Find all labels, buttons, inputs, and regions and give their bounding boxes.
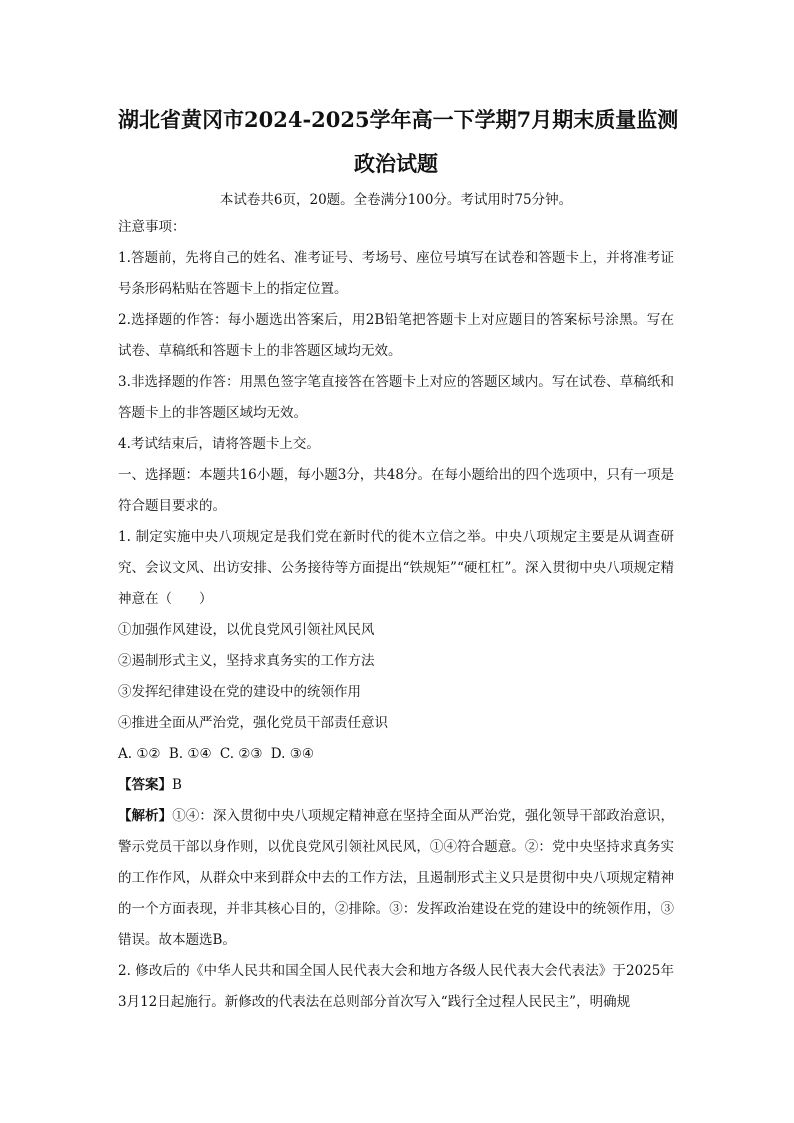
answer-label: 【答案】: [118, 777, 172, 793]
answer-value: B: [172, 777, 182, 793]
option-d: D. ③④: [270, 746, 314, 762]
option-a: A. ①②: [118, 746, 161, 762]
notice-item-3: 3.非选择题的作答：用黑色签字笔直接答在答题卡上对应的答题区域内。写在试卷、草稿纸和答题卡上的非答题区域均无效。: [118, 374, 674, 421]
question-1-answer: [118, 770, 674, 801]
question-1-statement-3: ③发挥纪律建设在党的建设中的统领作用: [118, 684, 361, 700]
question-1-statement-4: ④推进全面从严治党，强化党员干部责任意识: [118, 715, 388, 731]
question-1-stem: 1. 制定实施中央八项规定是我们党在新时代的徙木立信之举。中央八项规定主要是从调查研究、会议文风、出访安排、公务接待等方面提出“铁规矩”“硬杠杠”。深入贯彻中央八项规定精神意在（ ）: [118, 529, 674, 607]
notice-heading: 注意事项：: [118, 219, 186, 235]
page-content: [118, 98, 679, 1018]
question-1-options: [118, 739, 674, 770]
question-1-statement-1: ①加强作风建设，以优良党风引领社风民风: [118, 622, 375, 638]
exam-info: 本试卷共6页，20题。全卷满分100分。考试用时75分钟。: [219, 192, 573, 208]
section-heading: 一、选择题：本题共16小题，每小题3分，共48分。在每小题给出的四个选项中，只有一项是符合题目要求的。: [118, 467, 674, 514]
analysis-text: ①④：深入贯彻中央八项规定精神意在坚持全面从严治党，强化领导干部政治意识，警示党员干部以身作则，以优良党风引领社风民风，①④符合题意。②：党中央坚持求真务实的工作作风，从群众中来到群众中去的工作方法，且遏制形式主义只是贯彻中央八项规定精神的一个方面表现，并非其核心目的，②排除。③：发挥政治建设在党的建设中的统领作用，③错误。故本题选B。: [118, 808, 674, 948]
question-1-analysis: [118, 801, 674, 956]
notice-item-4: 4.考试结束后，请将答题卡上交。: [118, 436, 320, 452]
document-title-line1: 湖北省黄冈市2024-2025学年高一下学期7月期末质量监测: [118, 107, 679, 132]
notice-item-1: 1.答题前，先将自己的姓名、准考证号、考场号、座位号填写在试卷和答题卡上，并将准考证号条形码粘贴在答题卡上的指定位置。: [118, 250, 674, 297]
question-2-stem: 2. 修改后的《中华人民共和国全国人民代表大会和地方各级人民代表大会代表法》于2025年3月12日起施行。新修改的代表法在总则部分首次写入“践行全过程人民民主”，明确规: [118, 963, 674, 1010]
notice-item-2: 2.选择题的作答：每小题选出答案后，用2B铅笔把答题卡上对应题目的答案标号涂黑。写在试卷、草稿纸和答题卡上的非答题区域均无效。: [118, 312, 674, 359]
question-1-statement-2: ②遏制形式主义，坚持求真务实的工作方法: [118, 653, 375, 669]
option-c: C. ②③: [219, 746, 263, 762]
document-title-line2: 政治试题: [354, 151, 438, 176]
analysis-label: 【解析】: [118, 808, 173, 824]
option-b: B. ①④: [168, 746, 212, 762]
